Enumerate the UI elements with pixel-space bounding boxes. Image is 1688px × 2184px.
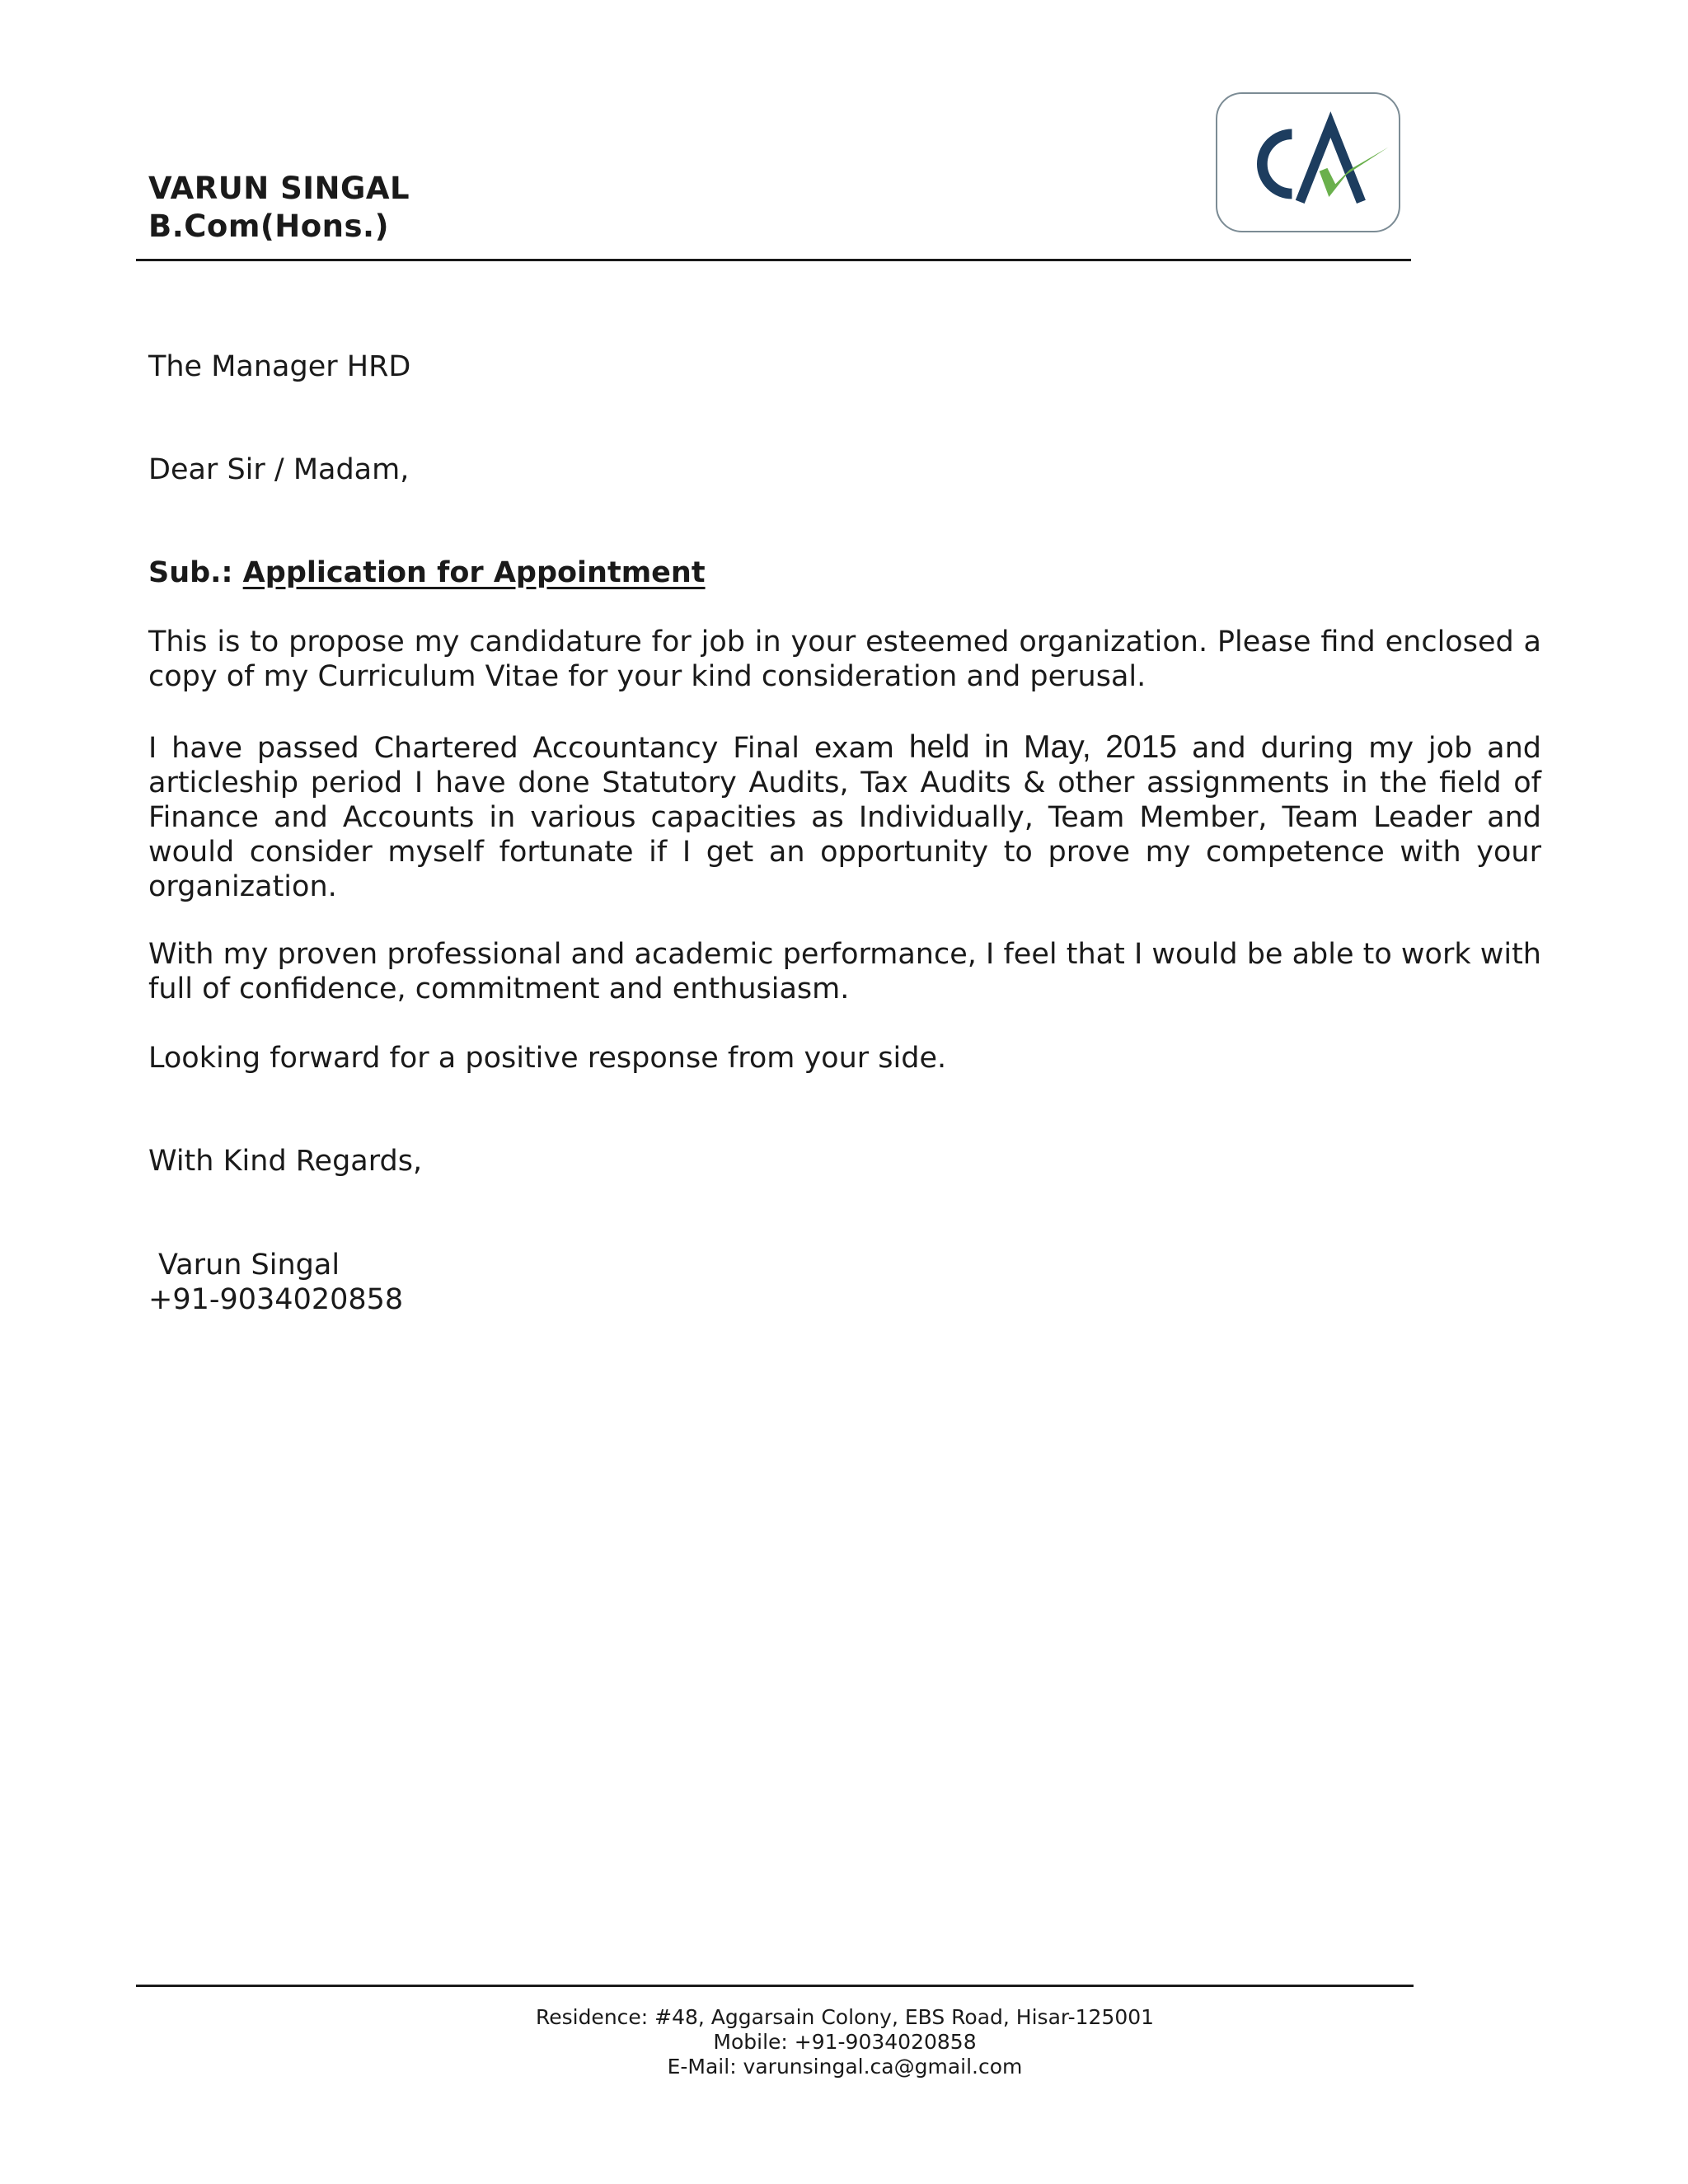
- signature-name: Varun Singal: [158, 1249, 340, 1282]
- paragraph-4: Looking forward for a positive response from your side.: [148, 1042, 947, 1075]
- paragraph-1: This is to propose my candidature for job in your esteemed organization. Please find enclosed a copy of my Curriculum Vitae for your kind consideration and perusal.: [148, 626, 1541, 693]
- paragraph-2: [148, 730, 1541, 904]
- subject-label: Sub.:: [148, 556, 233, 589]
- signature-phone: +91-9034020858: [148, 1283, 404, 1316]
- closing: With Kind Regards,: [148, 1145, 423, 1178]
- header-divider: [136, 259, 1411, 261]
- footer-residence: Residence: #48, Aggarsain Colony, EBS Road, Hisar-125001: [535, 2005, 1155, 2029]
- paragraph-2-part-c: and during my job and articleship period I have done Statutory Audits, Tax Audits & other assignments in the field of Finance and Accounts in various capacities as Individually, Team Member, Team Leader and would consider myself fortunate if I get an opportunity to prove my competence with your organization.: [148, 732, 1541, 903]
- footer-mobile: Mobile: +91-9034020858: [713, 2030, 977, 2054]
- salutation: Dear Sir / Madam,: [148, 453, 410, 486]
- paragraph-2-exam-date: held in May, 2015: [908, 729, 1177, 765]
- paragraph-2-part-a: I have passed Chartered Accountancy Final exam: [148, 732, 909, 765]
- recipient: The Manager HRD: [148, 350, 411, 383]
- subject-text: Application for Appointment: [242, 556, 706, 589]
- ca-logo: [1216, 92, 1400, 232]
- ca-logo-icon: [1217, 94, 1399, 231]
- header-qualification: B.Com(Hons.): [148, 209, 390, 244]
- subject-line: [148, 555, 706, 590]
- footer-divider: [136, 1985, 1414, 1987]
- footer-email: E-Mail: varunsingal.ca@gmail.com: [667, 2055, 1023, 2079]
- header-name: VARUN SINGAL: [148, 171, 410, 206]
- paragraph-3: With my proven professional and academic performance, I feel that I would be able to work with full of confidence, commitment and enthusiasm.: [148, 938, 1541, 1005]
